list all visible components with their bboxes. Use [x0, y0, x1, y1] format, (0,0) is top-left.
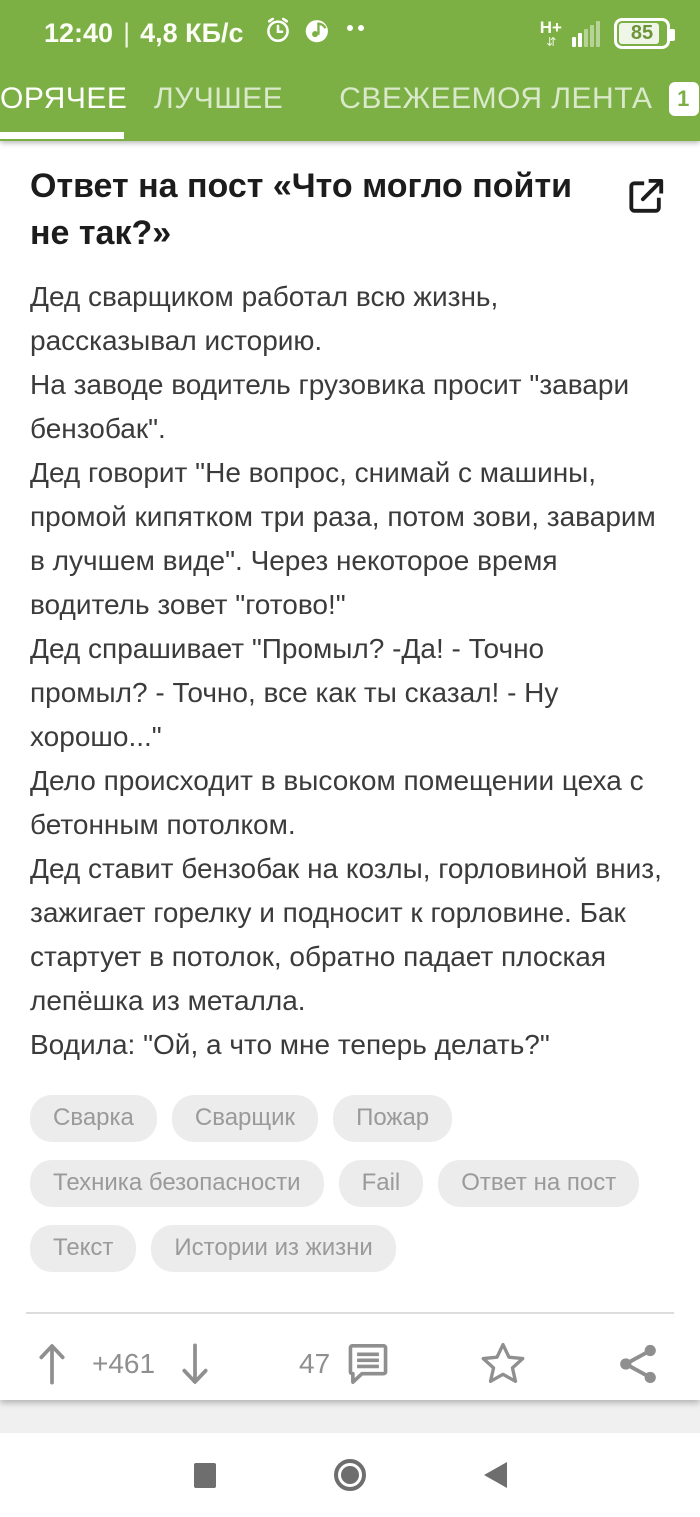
- status-left: [44, 16, 368, 51]
- tab-hot-label: ОРЯЧЕЕ: [0, 81, 128, 115]
- status-separator: |: [123, 17, 131, 48]
- tag-chip[interactable]: Сварка: [30, 1095, 157, 1142]
- share-icon[interactable]: [616, 1341, 660, 1387]
- post-paragraph: Дед спрашивает "Промыл? -Да! - Точно промыл? - Точно, все как ты сказал! - Ну хорошо...": [30, 633, 559, 752]
- signal-bars-icon: [572, 19, 600, 47]
- tab-my-feed[interactable]: [472, 82, 699, 116]
- alarm-icon: [264, 16, 292, 51]
- comments-control[interactable]: [299, 1341, 390, 1387]
- post-paragraph: Дед говорит "Не вопрос, снимай с машины, промой кипятком три раза, потом зови, заварим в лучшем виде". Через некоторое время водитель зовет "готово!": [30, 457, 656, 620]
- tag-chip[interactable]: Ответ на пост: [438, 1160, 639, 1207]
- comment-bubble-icon: [346, 1341, 390, 1387]
- post-paragraph: Дед сварщиком работал всю жизнь, рассказывал историю.: [30, 281, 499, 356]
- tab-fresh[interactable]: СВЕЖЕЕ: [339, 81, 472, 115]
- downvote-arrow-icon[interactable]: [179, 1341, 211, 1387]
- active-tab-indicator: [0, 132, 124, 139]
- home-circle-icon[interactable]: [334, 1459, 366, 1491]
- post-paragraph: Водила: "Ой, а что мне теперь делать?": [30, 1029, 550, 1060]
- battery-icon: [614, 18, 670, 49]
- status-net-speed: 4,8 КБ/с: [140, 17, 244, 48]
- network-type-indicator: H+ ⇵: [539, 17, 562, 49]
- app-header: [0, 0, 700, 141]
- status-bar: [0, 0, 700, 56]
- tag-chip[interactable]: Пожар: [333, 1095, 452, 1142]
- post-paragraph: На заводе водитель грузовика просит "завари бензобак".: [30, 369, 630, 444]
- status-right: [540, 18, 670, 49]
- post-paragraph: Дед ставит бензобак на козлы, горловиной вниз, зажигает горелку и подносит к горловине. Бак стартует в потолок, обратно падает плоская лепёшка из металла.: [30, 853, 662, 1016]
- external-link-icon[interactable]: [624, 173, 668, 217]
- status-notification-icons: [264, 16, 368, 51]
- action-bar: [30, 1314, 670, 1414]
- music-icon: [304, 16, 332, 51]
- post-body: [30, 275, 670, 1067]
- tab-bar: [0, 56, 700, 141]
- tag-chip[interactable]: Истории из жизни: [151, 1225, 395, 1272]
- android-nav-bar: [0, 1433, 700, 1517]
- my-feed-badge: 1: [669, 82, 699, 116]
- tag-chip[interactable]: Текст: [30, 1225, 136, 1272]
- post-card: [0, 141, 700, 1400]
- back-triangle-icon[interactable]: [484, 1462, 507, 1488]
- comments-count: 47: [299, 1348, 331, 1379]
- post-rating: +461: [92, 1348, 156, 1379]
- overflow-dots-icon: [344, 16, 368, 51]
- tag-chip[interactable]: Техника безопасности: [30, 1160, 324, 1207]
- post-header: [30, 163, 670, 257]
- post-paragraph: Дело происходит в высоком помещении цеха с бетонным потолком.: [30, 765, 644, 840]
- post-title[interactable]: Ответ на пост «Что могло пойти не так?»: [30, 167, 572, 252]
- upvote-arrow-icon[interactable]: [36, 1341, 68, 1387]
- tab-my-feed-label: МОЯ ЛЕНТА: [471, 81, 653, 115]
- vote-controls: [36, 1341, 211, 1387]
- battery-level: 85: [630, 21, 654, 44]
- tag-list: [30, 1095, 670, 1272]
- recents-square-icon[interactable]: [194, 1463, 216, 1488]
- status-time: 12:40: [44, 17, 114, 48]
- tag-chip[interactable]: Сварщик: [172, 1095, 318, 1142]
- tab-best[interactable]: ЛУЧШЕЕ: [154, 81, 284, 115]
- tab-hot[interactable]: [0, 82, 128, 116]
- tag-chip[interactable]: Fail: [339, 1160, 424, 1207]
- star-icon[interactable]: [478, 1339, 528, 1389]
